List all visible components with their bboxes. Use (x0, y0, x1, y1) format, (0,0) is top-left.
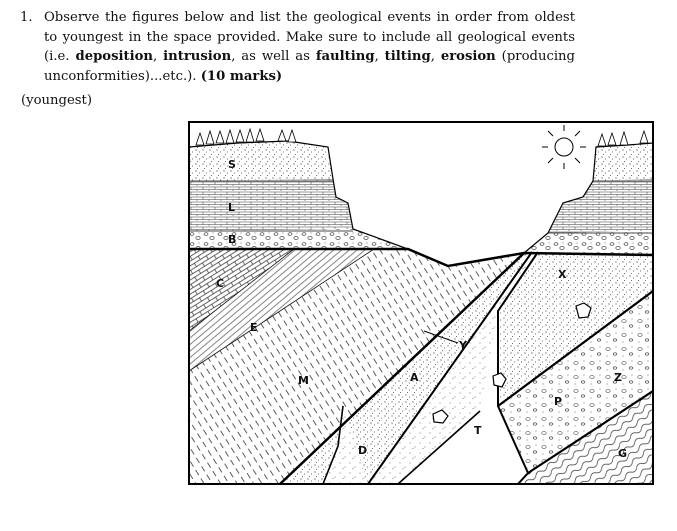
label-E: E (250, 321, 258, 334)
label-C: C (216, 277, 225, 290)
label-B: B (228, 233, 237, 246)
label-Z: Z (614, 371, 622, 384)
label-D: D (358, 444, 368, 457)
keyword-deposition: deposition (75, 49, 154, 64)
question-number: 1. (20, 10, 33, 25)
marks-label: (10 marks) (200, 68, 283, 84)
label-A: A (410, 371, 419, 384)
label-G: G (618, 447, 628, 460)
label-L: L (228, 201, 236, 214)
keyword-erosion: erosion (440, 49, 496, 64)
label-P: P (554, 395, 563, 408)
question-1 (20, 8, 575, 86)
label-S: S (228, 158, 236, 171)
right-layer-S (593, 143, 653, 181)
label-T: T (474, 424, 482, 437)
geology-cross-section (188, 121, 654, 489)
layer-L-region (189, 179, 353, 231)
youngest-label: (youngest) (21, 93, 92, 108)
keyword-tilting: tilting (384, 49, 431, 64)
label-X: X (558, 268, 567, 281)
label-Y: Y (459, 339, 467, 352)
label-M: M (298, 374, 309, 387)
question-text: Observe the figures below and list the geological events in order from oldest to youngest in the space provided. Make sure to include all geological events (i.e. deposition, intrusion, as well as faulting, tilting, erosion (producing unconformities)...etc.). (10 marks) (44, 10, 575, 84)
keyword-intrusion: intrusion (163, 49, 232, 64)
keyword-faulting: faulting (315, 49, 375, 64)
layer-S-region (189, 141, 333, 181)
